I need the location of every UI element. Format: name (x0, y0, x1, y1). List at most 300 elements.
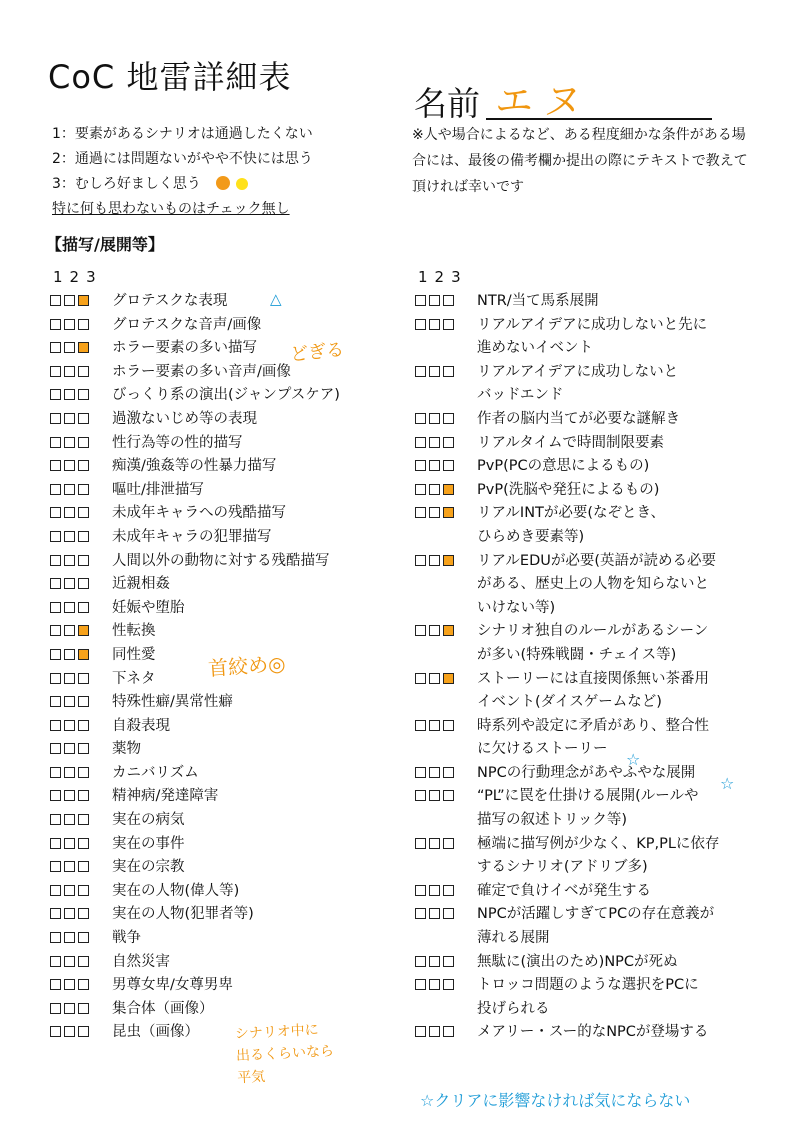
checkbox-group (50, 526, 98, 542)
checkbox-2[interactable] (64, 1026, 75, 1037)
checklist-item (50, 384, 390, 408)
checkbox-2[interactable] (64, 673, 75, 684)
checkbox-3[interactable] (78, 885, 89, 896)
star-icon: ☆ (626, 750, 641, 769)
checkbox-3[interactable] (443, 555, 454, 566)
checkbox-3[interactable] (78, 979, 89, 990)
item-label: 自殺表現 (112, 717, 170, 734)
checklist-item (50, 833, 390, 857)
checklist-item (50, 951, 390, 975)
checkbox-2[interactable] (64, 342, 75, 353)
checkbox-1[interactable] (50, 956, 61, 967)
checkbox-group (50, 785, 98, 801)
checklist-item (415, 833, 760, 880)
checkbox-1[interactable] (50, 861, 61, 872)
checkbox-1[interactable] (415, 1026, 426, 1037)
checkbox-2[interactable] (64, 531, 75, 542)
item-label: 近親相姦 (112, 576, 170, 593)
checkbox-group (50, 738, 98, 754)
checkbox-group (50, 573, 98, 589)
checkbox-group (415, 762, 463, 778)
checkbox-1[interactable] (50, 932, 61, 943)
item-label: PvP(洗脳や発狂によるもの) (477, 481, 660, 498)
checkbox-group (415, 1021, 463, 1037)
checklist-item (415, 668, 760, 715)
checkbox-1[interactable] (50, 767, 61, 778)
checklist-item (50, 526, 390, 550)
checkbox-2[interactable] (64, 649, 75, 660)
checkbox-3[interactable] (78, 908, 89, 919)
checkbox-2[interactable] (64, 979, 75, 990)
handwritten-note-scenario: シナリオ中に 出るくらいなら 平気 (234, 1022, 335, 1087)
checkbox-1[interactable] (415, 484, 426, 495)
checkbox-3[interactable] (78, 484, 89, 495)
checkbox-2[interactable] (429, 484, 440, 495)
checklist-item (50, 785, 390, 809)
checkbox-3[interactable] (78, 625, 89, 636)
checkbox-1[interactable] (415, 625, 426, 636)
checkbox-1[interactable] (50, 531, 61, 542)
checkbox-3[interactable] (78, 319, 89, 330)
item-label: 集合体（画像） (112, 1000, 214, 1017)
checkbox-group (415, 903, 463, 919)
item-label: 自然災害 (112, 953, 170, 970)
checkbox-2[interactable] (64, 437, 75, 448)
checkbox-group (50, 644, 98, 660)
checklist-item (415, 479, 760, 503)
checkbox-1[interactable] (415, 885, 426, 896)
checkbox-3[interactable] (443, 437, 454, 448)
checklist-item (50, 856, 390, 880)
checkbox-2[interactable] (64, 838, 75, 849)
checkbox-3[interactable] (78, 956, 89, 967)
checkbox-3[interactable] (78, 790, 89, 801)
checkbox-3[interactable] (443, 366, 454, 377)
item-label: 痴漢/強姦等の性暴力描写 (112, 458, 277, 475)
item-label: 実在の病気 (112, 812, 185, 829)
checkbox-3[interactable] (78, 1003, 89, 1014)
item-label: 確定で負けイベが発生する (477, 882, 651, 899)
checkbox-2[interactable] (64, 885, 75, 896)
checkbox-3[interactable] (78, 295, 89, 306)
item-label: “PL”に罠を仕掛ける展開(ルールや 描写の叙述トリック等) (477, 788, 699, 829)
checkbox-group (50, 903, 98, 919)
checkbox-1[interactable] (50, 413, 61, 424)
checkbox-2[interactable] (64, 625, 75, 636)
checkbox-3[interactable] (78, 460, 89, 471)
checkbox-3[interactable] (78, 838, 89, 849)
yellow-dot-icon (236, 178, 248, 190)
checklist-item (415, 785, 760, 832)
checkbox-3[interactable] (78, 649, 89, 660)
checkbox-1[interactable] (50, 507, 61, 518)
checkbox-group (50, 597, 98, 613)
item-label: リアルアイデアに成功しないと バッドエンド (477, 363, 679, 404)
item-label: リアルアイデアに成功しないと先に 進めないイベント (477, 316, 708, 357)
checkbox-1[interactable] (415, 673, 426, 684)
checkbox-group (50, 927, 98, 943)
item-label: 作者の脳内当てが必要な謎解き (477, 410, 680, 427)
checkbox-3[interactable] (78, 767, 89, 778)
checkbox-3[interactable] (78, 743, 89, 754)
checklist-item (50, 550, 390, 574)
checkbox-3[interactable] (78, 932, 89, 943)
checkbox-2[interactable] (64, 484, 75, 495)
checkbox-3[interactable] (443, 838, 454, 849)
item-label: NPCの行動理念があやふやな展開 (477, 764, 696, 781)
checkbox-1[interactable] (415, 908, 426, 919)
checkbox-1[interactable] (50, 460, 61, 471)
checkbox-group (50, 715, 98, 731)
checkbox-3[interactable] (78, 696, 89, 707)
checkbox-group (415, 432, 463, 448)
checkbox-3[interactable] (443, 673, 454, 684)
checkbox-1[interactable] (415, 413, 426, 424)
checklist-item (415, 455, 760, 479)
checkbox-2[interactable] (429, 885, 440, 896)
checkbox-1[interactable] (50, 1003, 61, 1014)
checkbox-1[interactable] (50, 578, 61, 589)
checkbox-group (415, 951, 463, 967)
checkbox-3[interactable] (78, 507, 89, 518)
checkbox-2[interactable] (64, 956, 75, 967)
item-label: リアルINTが必要(なぞとき、 ひらめき要素等) (477, 505, 665, 545)
checkbox-2[interactable] (429, 319, 440, 330)
checkbox-2[interactable] (64, 602, 75, 613)
checkbox-1[interactable] (415, 956, 426, 967)
checkbox-1[interactable] (50, 484, 61, 495)
checklist-item (50, 290, 390, 314)
checklist-item (415, 1021, 760, 1045)
checkbox-group (50, 361, 98, 377)
checkbox-3[interactable] (443, 507, 454, 518)
checkbox-2[interactable] (429, 673, 440, 684)
checkbox-3[interactable] (78, 673, 89, 684)
item-label: グロテスクな表現 (112, 293, 228, 309)
checklist-item (415, 620, 760, 667)
checklist-item (415, 432, 760, 456)
checkbox-1[interactable] (50, 790, 61, 801)
item-label: 妊娠や堕胎 (112, 599, 185, 616)
checkbox-3[interactable] (443, 625, 454, 636)
checkbox-1[interactable] (415, 319, 426, 330)
checkbox-3[interactable] (443, 319, 454, 330)
checkbox-2[interactable] (64, 932, 75, 943)
checklist-item (50, 314, 390, 338)
right-checklist (415, 290, 760, 1045)
checkbox-3[interactable] (443, 413, 454, 424)
checkbox-2[interactable] (64, 767, 75, 778)
item-label: NPCが活躍しすぎてPCの存在意義が 薄れる展開 (477, 906, 715, 947)
checkbox-group (50, 314, 98, 330)
checkbox-1[interactable] (415, 720, 426, 731)
checkbox-1[interactable] (50, 437, 61, 448)
checklist-item (415, 502, 760, 549)
checkbox-2[interactable] (64, 389, 75, 400)
checkbox-3[interactable] (78, 814, 89, 825)
item-label: リアルEDUが必要(英語が読める必要 がある、歴史上の人物を知らないと いけない等) (477, 552, 717, 616)
checklist-item (50, 502, 390, 526)
checklist-item (415, 290, 760, 314)
checkbox-2[interactable] (64, 814, 75, 825)
checklist-item (415, 550, 760, 621)
checkbox-2[interactable] (429, 507, 440, 518)
checklist-item (415, 903, 760, 950)
handwritten-triangle-mark: △ (270, 290, 282, 308)
checkbox-group (415, 880, 463, 896)
checkbox-2[interactable] (429, 838, 440, 849)
checkbox-1[interactable] (50, 342, 61, 353)
checkbox-2[interactable] (64, 696, 75, 707)
checkbox-1[interactable] (415, 979, 426, 990)
checklist-item (415, 880, 760, 904)
checklist-item (50, 573, 390, 597)
checkbox-2[interactable] (429, 460, 440, 471)
checkbox-group (50, 432, 98, 448)
checkbox-3[interactable] (78, 578, 89, 589)
checkbox-2[interactable] (429, 979, 440, 990)
item-label: 薬物 (112, 741, 141, 758)
checkbox-1[interactable] (415, 790, 426, 801)
item-label: カニバリズム (112, 764, 199, 781)
checkbox-1[interactable] (415, 767, 426, 778)
item-label: 無駄に(演出のため)NPCが死ぬ (477, 953, 678, 970)
checkbox-2[interactable] (64, 460, 75, 471)
checkbox-2[interactable] (429, 437, 440, 448)
item-label: シナリオ独自のルールがあるシーン が多い(特殊戦闘・チェイス等) (477, 623, 709, 663)
checkbox-1[interactable] (50, 555, 61, 566)
checkbox-3[interactable] (78, 389, 89, 400)
checkbox-2[interactable] (64, 555, 75, 566)
checkbox-1[interactable] (50, 295, 61, 306)
checkbox-group (50, 455, 98, 471)
item-label: 未成年キャラへの残酷描写 (112, 505, 286, 522)
checkbox-1[interactable] (415, 555, 426, 566)
checkbox-group (50, 668, 98, 684)
checkbox-3[interactable] (443, 295, 454, 306)
checkbox-group (415, 620, 463, 636)
checkbox-group (50, 833, 98, 849)
checkbox-1[interactable] (415, 507, 426, 518)
checkbox-1[interactable] (50, 720, 61, 731)
checkbox-group (415, 668, 463, 684)
checkbox-group (415, 974, 463, 990)
name-label: 名前 (414, 84, 480, 123)
checkbox-2[interactable] (429, 1026, 440, 1037)
checkbox-group (415, 785, 463, 801)
item-label: びっくり系の演出(ジャンプスケア) (112, 387, 340, 404)
checkbox-3[interactable] (78, 342, 89, 353)
checkbox-3[interactable] (78, 602, 89, 613)
checkbox-3[interactable] (78, 437, 89, 448)
checkbox-3[interactable] (78, 555, 89, 566)
item-label: 実在の事件 (112, 835, 185, 852)
checkbox-3[interactable] (443, 956, 454, 967)
checklist-item (50, 762, 390, 786)
checkbox-2[interactable] (64, 790, 75, 801)
checkbox-group (50, 479, 98, 495)
checkbox-group (50, 974, 98, 990)
checkbox-group (415, 361, 463, 377)
checkbox-3[interactable] (443, 885, 454, 896)
checkbox-3[interactable] (443, 979, 454, 990)
handwritten-note-dogiru: どぎる (289, 339, 346, 366)
checkbox-3[interactable] (443, 908, 454, 919)
checklist-item (415, 974, 760, 1021)
item-label: PvP(PCの意思によるもの) (477, 458, 650, 475)
checkbox-2[interactable] (64, 507, 75, 518)
item-label: 極端に描写例が少なく、KP,PLに依存 するシナリオ(アドリブ多) (477, 835, 720, 876)
checkbox-1[interactable] (415, 366, 426, 377)
item-label: 下ネタ (112, 670, 156, 687)
item-label: グロテスクな音声/画像 (112, 316, 262, 333)
orange-dot-icon (216, 176, 230, 190)
checkbox-2[interactable] (429, 720, 440, 731)
item-label: 人間以外の動物に対する残酷描写 (112, 552, 330, 569)
checkbox-3[interactable] (443, 720, 454, 731)
section-heading: 【描写/展開等】 (46, 235, 164, 254)
legend-line-4: 特に何も思わないものはチェック無し (52, 201, 290, 217)
checkbox-2[interactable] (429, 908, 440, 919)
checkbox-1[interactable] (50, 673, 61, 684)
checkbox-group (415, 408, 463, 424)
checkbox-group (50, 880, 98, 896)
item-label: 男尊女卑/女尊男卑 (112, 977, 233, 994)
checkbox-group (415, 715, 463, 731)
checklist-item (50, 691, 390, 715)
instructions-note: ※人や場合によるなど、ある程度細かな条件がある場合には、最後の備考欄か提出の際にテキストで教えて頂ければ幸いです (412, 127, 748, 195)
checkbox-2[interactable] (429, 625, 440, 636)
checkbox-2[interactable] (64, 366, 75, 377)
checkbox-group (50, 998, 98, 1014)
item-label: ホラー要素の多い描写 (112, 340, 257, 357)
checkbox-1[interactable] (50, 366, 61, 377)
checkbox-3[interactable] (443, 484, 454, 495)
item-label: 性転換 (112, 623, 156, 640)
checkbox-group (50, 691, 98, 707)
checkbox-group (415, 455, 463, 471)
item-label: 昆虫（画像） (112, 1024, 199, 1041)
item-label: 嘔吐/排泄描写 (112, 481, 204, 498)
checkbox-2[interactable] (429, 295, 440, 306)
checkbox-2[interactable] (429, 366, 440, 377)
checkbox-1[interactable] (50, 979, 61, 990)
item-label: ホラー要素の多い音声/画像 (112, 363, 291, 380)
checklist-item (50, 361, 390, 385)
checkbox-1[interactable] (50, 696, 61, 707)
checkbox-3[interactable] (78, 531, 89, 542)
checkbox-3[interactable] (78, 413, 89, 424)
checkbox-2[interactable] (429, 555, 440, 566)
checklist-item (50, 715, 390, 739)
item-label: 戦争 (112, 930, 141, 947)
checkbox-1[interactable] (50, 1026, 61, 1037)
item-label: 性行為等の性的描写 (112, 434, 243, 451)
checklist-item (50, 738, 390, 762)
checkbox-group (415, 479, 463, 495)
checkbox-group (50, 620, 98, 636)
checkbox-group (50, 502, 98, 518)
checklist-item (50, 620, 390, 644)
checkbox-2[interactable] (64, 908, 75, 919)
checkbox-3[interactable] (443, 767, 454, 778)
checkbox-1[interactable] (50, 625, 61, 636)
checkbox-group (415, 502, 463, 518)
checklist-item (415, 314, 760, 361)
checklist-item (50, 809, 390, 833)
item-label: 精神病/発達障害 (112, 788, 219, 805)
checkbox-1[interactable] (50, 743, 61, 754)
checkbox-1[interactable] (415, 437, 426, 448)
handwritten-name: エヌ (493, 79, 594, 123)
checkbox-2[interactable] (64, 413, 75, 424)
item-label: 同性愛 (112, 646, 156, 663)
checkbox-3[interactable] (78, 1026, 89, 1037)
checkbox-1[interactable] (50, 838, 61, 849)
item-label: メアリー・スー的なNPCが登場する (477, 1024, 709, 1041)
checkbox-group (50, 384, 98, 400)
item-label: ストーリーには直接関係無い茶番用 イベント(ダイスゲームなど) (477, 670, 709, 711)
item-label: 実在の宗教 (112, 859, 185, 876)
item-label: 時系列や設定に矛盾があり、整合性 に欠けるストーリー (477, 717, 709, 758)
checkbox-2[interactable] (64, 861, 75, 872)
checkbox-3[interactable] (78, 720, 89, 731)
checklist-item (50, 974, 390, 998)
checkbox-1[interactable] (50, 602, 61, 613)
checklist-item (415, 715, 760, 762)
checklist-item (415, 361, 760, 408)
checkbox-1[interactable] (50, 319, 61, 330)
checklist-item (50, 927, 390, 951)
checkbox-1[interactable] (50, 389, 61, 400)
checkbox-2[interactable] (64, 578, 75, 589)
checkbox-group (415, 290, 463, 306)
checkbox-2[interactable] (429, 790, 440, 801)
checklist-item (50, 597, 390, 621)
checkbox-2[interactable] (429, 956, 440, 967)
legend-line-1: 1：要素があるシナリオは通過したくない (52, 126, 313, 142)
checkbox-3[interactable] (78, 861, 89, 872)
star-icon: ☆ (720, 774, 735, 793)
checkbox-3[interactable] (443, 1026, 454, 1037)
checkbox-2[interactable] (64, 319, 75, 330)
checkbox-2[interactable] (64, 1003, 75, 1014)
checkbox-2[interactable] (64, 295, 75, 306)
checkbox-1[interactable] (50, 908, 61, 919)
checkbox-1[interactable] (415, 838, 426, 849)
checkbox-group (50, 1021, 98, 1037)
checkbox-2[interactable] (64, 720, 75, 731)
checkbox-1[interactable] (50, 885, 61, 896)
checkbox-2[interactable] (429, 413, 440, 424)
checklist-item (415, 408, 760, 432)
checkbox-3[interactable] (78, 366, 89, 377)
checkbox-1[interactable] (50, 649, 61, 660)
checkbox-2[interactable] (429, 767, 440, 778)
checkbox-3[interactable] (443, 460, 454, 471)
checkbox-2[interactable] (64, 743, 75, 754)
checkbox-3[interactable] (443, 790, 454, 801)
checkbox-1[interactable] (415, 295, 426, 306)
item-label: リアルタイムで時間制限要素 (477, 434, 665, 451)
checkbox-group (50, 762, 98, 778)
checklist-item (415, 762, 760, 786)
checkbox-group (50, 408, 98, 424)
checkbox-1[interactable] (415, 460, 426, 471)
checklist-item (50, 903, 390, 927)
checklist-item (50, 432, 390, 456)
checkbox-1[interactable] (50, 814, 61, 825)
